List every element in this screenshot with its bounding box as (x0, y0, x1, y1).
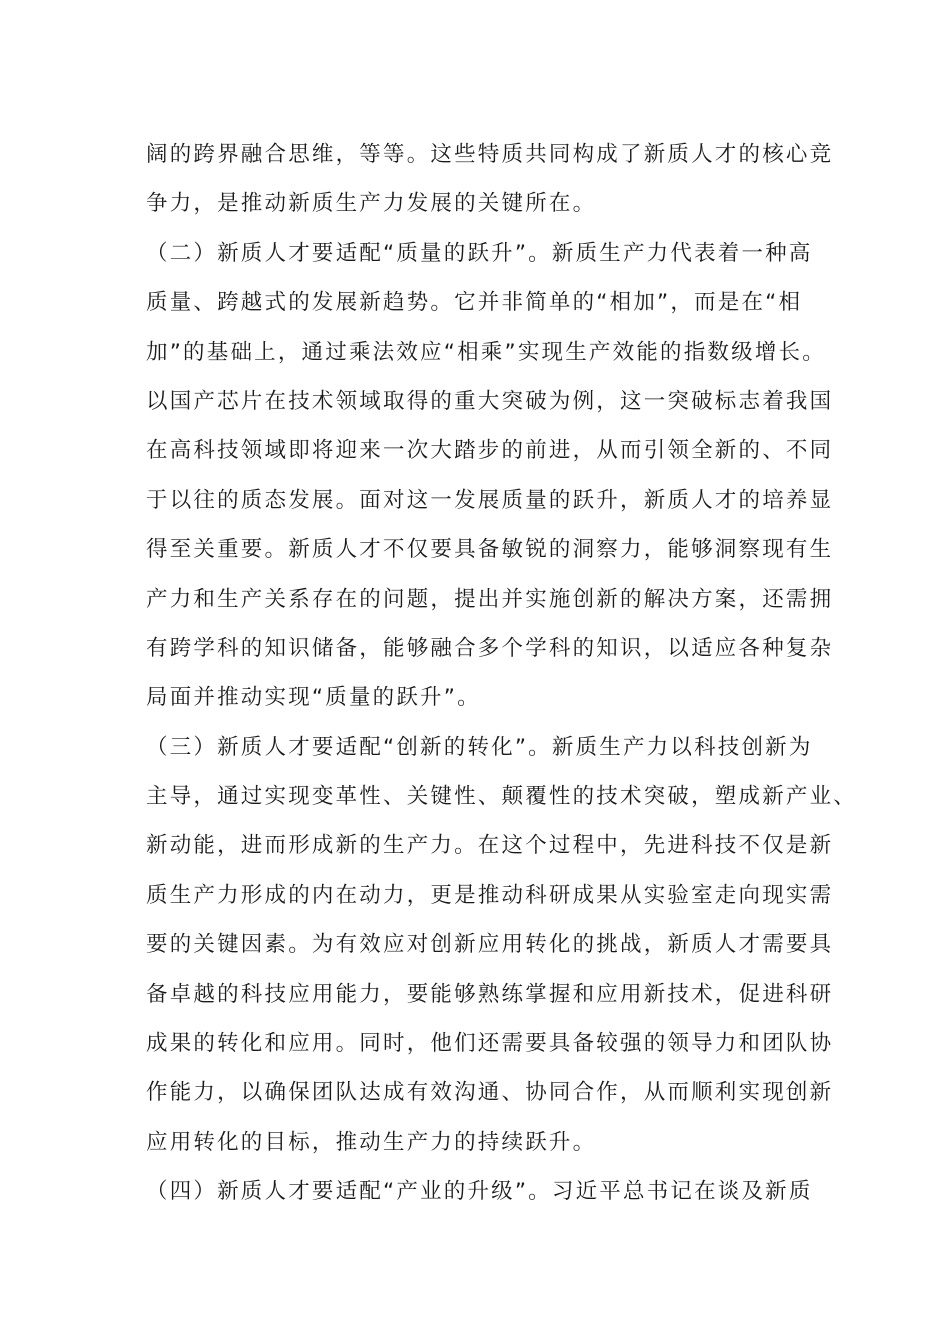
text-line: 备卓越的科技应用能力，要能够熟练掌握和应用新技术，促进科研 (146, 981, 834, 1007)
text-line: 质量、跨越式的发展新趋势。它并非简单的“相加”，而是在“相 (146, 290, 803, 316)
text-line: 成果的转化和应用。同时，他们还需要具备较强的领导力和团队协 (146, 1031, 834, 1057)
text-line: 应用转化的目标，推动生产力的持续跃升。 (146, 1129, 597, 1155)
text-line: 有跨学科的知识储备，能够融合多个学科的知识，以适应各种复杂 (146, 635, 834, 661)
text-line: 争力，是推动新质生产力发展的关键所在。 (146, 191, 597, 217)
section-heading-line: （二）新质人才要适配“质量的跃升”。新质生产力代表着一种高 (146, 240, 813, 266)
text-line: 要的关键因素。为有效应对创新应用转化的挑战，新质人才需要具 (146, 932, 834, 958)
text-line: 作能力，以确保团队达成有效沟通、协同合作，从而顺利实现创新 (146, 1080, 834, 1106)
text-line: 主导，通过实现变革性、关键性、颠覆性的技术突破，塑成新产业、 (146, 784, 858, 810)
text-line: 质生产力形成的内在动力，更是推动科研成果从实验室走向现实需 (146, 882, 834, 908)
text-line: 阔的跨界融合思维，等等。这些特质共同构成了新质人才的核心竞 (146, 142, 834, 167)
text-line: 在高科技领域即将迎来一次大踏步的前进，从而引领全新的、不同 (146, 438, 834, 464)
section-heading-line: （四）新质人才要适配“产业的升级”。习近平总书记在谈及新质 (146, 1179, 813, 1205)
section-heading-line: （三）新质人才要适配“创新的转化”。新质生产力以科技创新为 (146, 734, 813, 760)
text-line: 于以往的质态发展。面对这一发展质量的跃升，新质人才的培养显 (146, 487, 834, 513)
text-line: 新动能，进而形成新的生产力。在这个过程中，先进科技不仅是新 (146, 833, 834, 859)
text-line: 局面并推动实现“质量的跃升”。 (146, 685, 481, 711)
body-text (146, 130, 858, 1217)
text-line: 得至关重要。新质人才不仅要具备敏锐的洞察力，能够洞察现有生 (146, 537, 834, 563)
text-line: 以国产芯片在技术领域取得的重大突破为例，这一突破标志着我国 (146, 388, 834, 414)
text-line: 加”的基础上，通过乘法效应“相乘”实现生产效能的指数级增长。 (146, 339, 826, 365)
text-line: 产力和生产关系存在的问题，提出并实施创新的解决方案，还需拥 (146, 586, 834, 612)
